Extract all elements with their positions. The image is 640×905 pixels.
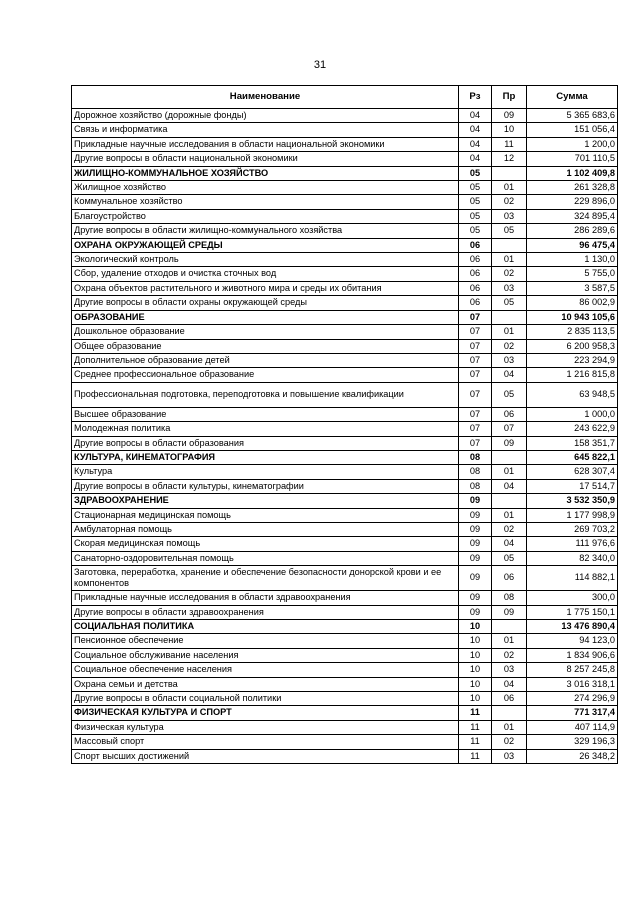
table-row — [72, 181, 618, 195]
cell-pr: 06 — [492, 407, 527, 421]
cell-name: Скорая медицинская помощь — [72, 537, 459, 551]
cell-rz: 09 — [459, 494, 492, 508]
cell-name: ФИЗИЧЕСКАЯ КУЛЬТУРА И СПОРТ — [72, 706, 459, 720]
cell-name: Физическая культура — [72, 720, 459, 734]
cell-rz: 08 — [459, 450, 492, 464]
cell-name: Санаторно-оздоровительная помощь — [72, 551, 459, 565]
table-section-row — [72, 238, 618, 252]
cell-rz: 04 — [459, 109, 492, 123]
cell-name: Социальное обслуживание населения — [72, 648, 459, 662]
cell-rz: 05 — [459, 224, 492, 238]
table-row — [72, 436, 618, 450]
table-row — [72, 382, 618, 407]
table-section-row — [72, 450, 618, 464]
cell-rz: 11 — [459, 749, 492, 763]
cell-rz: 06 — [459, 253, 492, 267]
cell-name: Охрана объектов растительного и животного мира и среды их обитания — [72, 281, 459, 295]
cell-name: КУЛЬТУРА, КИНЕМАТОГРАФИЯ — [72, 450, 459, 464]
cell-rz: 06 — [459, 238, 492, 252]
table-row — [72, 634, 618, 648]
cell-name: Стационарная медицинская помощь — [72, 508, 459, 522]
cell-pr: 01 — [492, 465, 527, 479]
cell-name: Другие вопросы в области жилищно-коммунального хозяйства — [72, 224, 459, 238]
cell-rz: 10 — [459, 677, 492, 691]
cell-rz: 07 — [459, 436, 492, 450]
cell-sum: 2 835 113,5 — [527, 325, 618, 339]
table-section-row — [72, 494, 618, 508]
cell-sum: 13 476 890,4 — [527, 620, 618, 634]
cell-name: Амбулаторная помощь — [72, 522, 459, 536]
table-row — [72, 508, 618, 522]
cell-name: Заготовка, переработка, хранение и обеспечение безопасности донорской крови и ее компонентов — [72, 566, 459, 591]
cell-sum: 3 587,5 — [527, 281, 618, 295]
table-row — [72, 566, 618, 591]
cell-sum: 151 056,4 — [527, 123, 618, 137]
cell-name: Жилищное хозяйство — [72, 181, 459, 195]
cell-sum: 17 514,7 — [527, 479, 618, 493]
cell-sum: 8 257 245,8 — [527, 663, 618, 677]
cell-pr — [492, 706, 527, 720]
cell-rz: 11 — [459, 735, 492, 749]
cell-rz: 11 — [459, 706, 492, 720]
cell-pr: 02 — [492, 267, 527, 281]
cell-sum: 1 216 815,8 — [527, 368, 618, 382]
cell-rz: 07 — [459, 353, 492, 367]
cell-name: Массовый спорт — [72, 735, 459, 749]
cell-rz: 09 — [459, 591, 492, 605]
table-row — [72, 648, 618, 662]
cell-sum: 1 000,0 — [527, 407, 618, 421]
cell-rz: 06 — [459, 296, 492, 310]
cell-rz: 07 — [459, 310, 492, 324]
cell-sum: 1 775 150,1 — [527, 605, 618, 619]
cell-name: СОЦИАЛЬНАЯ ПОЛИТИКА — [72, 620, 459, 634]
cell-sum: 5 755,0 — [527, 267, 618, 281]
cell-sum: 10 943 105,6 — [527, 310, 618, 324]
cell-pr — [492, 310, 527, 324]
cell-rz: 10 — [459, 692, 492, 706]
cell-name: Дошкольное образование — [72, 325, 459, 339]
cell-sum: 286 289,6 — [527, 224, 618, 238]
cell-pr: 06 — [492, 566, 527, 591]
cell-pr: 09 — [492, 436, 527, 450]
cell-rz: 07 — [459, 339, 492, 353]
table-row — [72, 224, 618, 238]
cell-sum: 300,0 — [527, 591, 618, 605]
cell-rz: 07 — [459, 368, 492, 382]
cell-rz: 05 — [459, 181, 492, 195]
cell-rz: 04 — [459, 152, 492, 166]
cell-sum: 158 351,7 — [527, 436, 618, 450]
cell-sum: 5 365 683,6 — [527, 109, 618, 123]
cell-name: Другие вопросы в области здравоохранения — [72, 605, 459, 619]
cell-sum: 274 296,9 — [527, 692, 618, 706]
cell-sum: 269 703,2 — [527, 522, 618, 536]
cell-sum: 701 110,5 — [527, 152, 618, 166]
cell-sum: 261 328,8 — [527, 181, 618, 195]
cell-sum: 86 002,9 — [527, 296, 618, 310]
cell-pr: 02 — [492, 735, 527, 749]
cell-sum: 628 307,4 — [527, 465, 618, 479]
cell-pr: 04 — [492, 368, 527, 382]
cell-pr: 09 — [492, 605, 527, 619]
cell-sum: 324 895,4 — [527, 209, 618, 223]
cell-pr: 07 — [492, 422, 527, 436]
cell-name: Молодежная политика — [72, 422, 459, 436]
cell-sum: 1 200,0 — [527, 137, 618, 151]
cell-rz: 09 — [459, 508, 492, 522]
cell-rz: 08 — [459, 465, 492, 479]
cell-rz: 10 — [459, 648, 492, 662]
cell-rz: 04 — [459, 123, 492, 137]
header-name: Наименование — [72, 86, 459, 109]
cell-rz: 05 — [459, 209, 492, 223]
cell-pr: 12 — [492, 152, 527, 166]
cell-name: Другие вопросы в области образования — [72, 436, 459, 450]
table-row — [72, 296, 618, 310]
cell-rz: 07 — [459, 382, 492, 407]
cell-name: Связь и информатика — [72, 123, 459, 137]
cell-name: Дорожное хозяйство (дорожные фонды) — [72, 109, 459, 123]
cell-name: Профессиональная подготовка, переподготовка и повышение квалификации — [72, 382, 459, 407]
table-row — [72, 591, 618, 605]
table-row — [72, 123, 618, 137]
cell-sum: 645 822,1 — [527, 450, 618, 464]
cell-pr: 01 — [492, 720, 527, 734]
cell-pr: 03 — [492, 209, 527, 223]
table-row — [72, 537, 618, 551]
table-row — [72, 152, 618, 166]
cell-name: ЗДРАВООХРАНЕНИЕ — [72, 494, 459, 508]
cell-sum: 243 622,9 — [527, 422, 618, 436]
cell-rz: 08 — [459, 479, 492, 493]
table-row — [72, 677, 618, 691]
cell-rz: 09 — [459, 566, 492, 591]
table-section-row — [72, 620, 618, 634]
cell-rz: 04 — [459, 137, 492, 151]
cell-pr: 06 — [492, 692, 527, 706]
cell-name: Высшее образование — [72, 407, 459, 421]
cell-sum: 407 114,9 — [527, 720, 618, 734]
table-section-row — [72, 166, 618, 180]
cell-pr — [492, 450, 527, 464]
table-section-row — [72, 706, 618, 720]
table-header-row — [72, 86, 618, 109]
cell-rz: 07 — [459, 325, 492, 339]
cell-rz: 10 — [459, 634, 492, 648]
cell-name: Другие вопросы в области культуры, кинематографии — [72, 479, 459, 493]
cell-sum: 1 130,0 — [527, 253, 618, 267]
cell-rz: 10 — [459, 663, 492, 677]
cell-name: Прикладные научные исследования в области здравоохранения — [72, 591, 459, 605]
table-row — [72, 353, 618, 367]
cell-sum: 229 896,0 — [527, 195, 618, 209]
table-row — [72, 749, 618, 763]
cell-name: ОБРАЗОВАНИЕ — [72, 310, 459, 324]
cell-name: Охрана семьи и детства — [72, 677, 459, 691]
cell-sum: 771 317,4 — [527, 706, 618, 720]
table-row — [72, 551, 618, 565]
table-row — [72, 109, 618, 123]
cell-pr: 09 — [492, 109, 527, 123]
table-row — [72, 605, 618, 619]
cell-pr: 03 — [492, 281, 527, 295]
cell-pr: 03 — [492, 749, 527, 763]
cell-name: Дополнительное образование детей — [72, 353, 459, 367]
cell-name: Другие вопросы в области охраны окружающей среды — [72, 296, 459, 310]
cell-sum: 3 016 318,1 — [527, 677, 618, 691]
cell-sum: 6 200 958,3 — [527, 339, 618, 353]
cell-pr: 02 — [492, 648, 527, 662]
cell-rz: 07 — [459, 422, 492, 436]
cell-pr: 02 — [492, 522, 527, 536]
table-row — [72, 325, 618, 339]
cell-pr: 04 — [492, 537, 527, 551]
table-row — [72, 479, 618, 493]
cell-sum: 111 976,6 — [527, 537, 618, 551]
table-row — [72, 339, 618, 353]
cell-rz: 05 — [459, 195, 492, 209]
page-number: 31 — [313, 59, 327, 71]
cell-name: Пенсионное обеспечение — [72, 634, 459, 648]
cell-rz: 10 — [459, 620, 492, 634]
cell-pr — [492, 238, 527, 252]
cell-pr: 02 — [492, 339, 527, 353]
table-row — [72, 692, 618, 706]
cell-rz: 05 — [459, 166, 492, 180]
cell-pr: 01 — [492, 253, 527, 267]
cell-name: Другие вопросы в области социальной политики — [72, 692, 459, 706]
cell-sum: 1 834 906,6 — [527, 648, 618, 662]
cell-pr — [492, 620, 527, 634]
table-row — [72, 137, 618, 151]
cell-rz: 09 — [459, 522, 492, 536]
cell-rz: 07 — [459, 407, 492, 421]
cell-pr — [492, 166, 527, 180]
cell-rz: 06 — [459, 281, 492, 295]
cell-pr: 05 — [492, 224, 527, 238]
table-row — [72, 267, 618, 281]
table-row — [72, 735, 618, 749]
table-row — [72, 209, 618, 223]
cell-sum: 114 882,1 — [527, 566, 618, 591]
cell-name: Благоустройство — [72, 209, 459, 223]
table-row — [72, 465, 618, 479]
cell-name: Экологический контроль — [72, 253, 459, 267]
cell-pr: 08 — [492, 591, 527, 605]
table-row — [72, 281, 618, 295]
cell-name: Культура — [72, 465, 459, 479]
header-rz: Рз — [459, 86, 492, 109]
cell-rz: 09 — [459, 551, 492, 565]
cell-pr: 11 — [492, 137, 527, 151]
cell-name: Другие вопросы в области национальной экономики — [72, 152, 459, 166]
cell-name: ЖИЛИЩНО-КОММУНАЛЬНОЕ ХОЗЯЙСТВО — [72, 166, 459, 180]
table-row — [72, 663, 618, 677]
cell-name: ОХРАНА ОКРУЖАЮЩЕЙ СРЕДЫ — [72, 238, 459, 252]
cell-name: Спорт высших достижений — [72, 749, 459, 763]
cell-pr: 05 — [492, 382, 527, 407]
cell-name: Прикладные научные исследования в области национальной экономики — [72, 137, 459, 151]
table-section-row — [72, 310, 618, 324]
cell-pr: 05 — [492, 551, 527, 565]
table-body — [72, 109, 618, 764]
cell-pr: 05 — [492, 296, 527, 310]
cell-pr: 10 — [492, 123, 527, 137]
table-row — [72, 522, 618, 536]
cell-pr: 03 — [492, 663, 527, 677]
cell-sum: 329 196,3 — [527, 735, 618, 749]
cell-pr: 02 — [492, 195, 527, 209]
cell-pr — [492, 494, 527, 508]
cell-sum: 223 294,9 — [527, 353, 618, 367]
cell-sum: 82 340,0 — [527, 551, 618, 565]
cell-rz: 11 — [459, 720, 492, 734]
cell-name: Социальное обеспечение населения — [72, 663, 459, 677]
cell-name: Сбор, удаление отходов и очистка сточных вод — [72, 267, 459, 281]
cell-rz: 09 — [459, 605, 492, 619]
table-row — [72, 422, 618, 436]
cell-sum: 26 348,2 — [527, 749, 618, 763]
table-row — [72, 368, 618, 382]
cell-sum: 63 948,5 — [527, 382, 618, 407]
header-sum: Сумма — [527, 86, 618, 109]
cell-sum: 94 123,0 — [527, 634, 618, 648]
table-row — [72, 407, 618, 421]
cell-sum: 96 475,4 — [527, 238, 618, 252]
cell-name: Среднее профессиональное образование — [72, 368, 459, 382]
cell-name: Общее образование — [72, 339, 459, 353]
cell-pr: 01 — [492, 181, 527, 195]
cell-pr: 01 — [492, 325, 527, 339]
cell-pr: 01 — [492, 634, 527, 648]
cell-name: Коммунальное хозяйство — [72, 195, 459, 209]
cell-sum: 3 532 350,9 — [527, 494, 618, 508]
cell-pr: 01 — [492, 508, 527, 522]
table-row — [72, 195, 618, 209]
cell-pr: 03 — [492, 353, 527, 367]
table-row — [72, 720, 618, 734]
cell-pr: 04 — [492, 479, 527, 493]
table-row — [72, 253, 618, 267]
cell-rz: 06 — [459, 267, 492, 281]
budget-table — [71, 85, 618, 764]
cell-pr: 04 — [492, 677, 527, 691]
cell-sum: 1 177 998,9 — [527, 508, 618, 522]
header-pr: Пр — [492, 86, 527, 109]
cell-sum: 1 102 409,8 — [527, 166, 618, 180]
cell-rz: 09 — [459, 537, 492, 551]
